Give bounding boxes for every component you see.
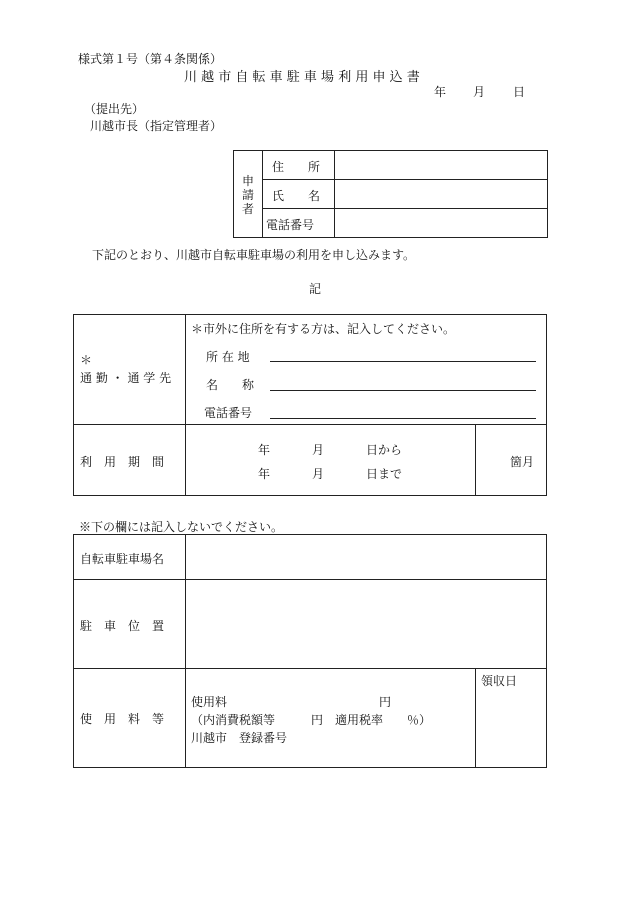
- date-day-label: 日: [513, 85, 526, 99]
- office-note: ※下の欄には記入しないでください。: [79, 520, 284, 534]
- period-label: 利 用 期 間: [80, 455, 165, 469]
- name-label: 氏 名: [272, 189, 321, 203]
- ki-label: 記: [309, 282, 322, 296]
- date-month-label: 月: [473, 85, 486, 99]
- parking-name-label: 自転車駐車場名: [80, 552, 165, 566]
- form-number: 様式第１号（第４条関係）: [78, 52, 223, 66]
- phone-field[interactable]: [340, 216, 540, 232]
- period-months-label: 箇月: [510, 455, 535, 469]
- address-field[interactable]: [340, 158, 540, 174]
- commute-mark: ＊: [80, 353, 93, 367]
- applicant-label: 申 請 者: [242, 174, 255, 216]
- fee-line-3: 川越市 登録番号: [191, 731, 288, 745]
- name-field[interactable]: [340, 187, 540, 203]
- commute-phone-label: 電話番号: [204, 406, 253, 420]
- fee-yen: 円: [379, 695, 392, 709]
- intro-text: 下記のとおり、川越市自転車駐車場の利用を申し込みます。: [92, 248, 416, 262]
- phone-label: 電話番号: [266, 218, 315, 232]
- commute-label: 通 勤 ・ 通 学 先: [80, 371, 172, 385]
- period-from-month: 月: [312, 443, 325, 457]
- commute-phone-field[interactable]: [272, 402, 534, 418]
- recipient-label: （提出先）: [84, 102, 145, 116]
- period-from-day: 日から: [366, 443, 403, 457]
- parking-position-label: 駐 車 位 置: [80, 619, 165, 633]
- fee-line-1: 使用料: [191, 695, 228, 709]
- receipt-date-label: 領収日: [481, 674, 518, 688]
- form-title: 川 越 市 自 転 車 駐 車 場 利 用 申 込 書: [184, 70, 420, 85]
- commute-note: ＊市外に住所を有する方は、記入してください。: [191, 322, 456, 336]
- commute-name-label: 名 称: [206, 378, 255, 392]
- commute-name-field[interactable]: [272, 374, 534, 390]
- fee-line-2: （内消費税額等 円 適用税率 ％）: [191, 713, 432, 727]
- recipient-name: 川越市長（指定管理者）: [90, 119, 223, 133]
- commute-location-label: 所 在 地: [206, 350, 250, 364]
- fee-label: 使 用 料 等: [80, 712, 165, 726]
- date-year-label: 年: [434, 85, 447, 99]
- address-label: 住 所: [272, 160, 321, 174]
- period-to-month: 月: [312, 467, 325, 481]
- period-to-day: 日まで: [366, 467, 403, 481]
- period-from-year: 年: [258, 443, 271, 457]
- period-to-year: 年: [258, 467, 271, 481]
- commute-location-field[interactable]: [272, 345, 534, 361]
